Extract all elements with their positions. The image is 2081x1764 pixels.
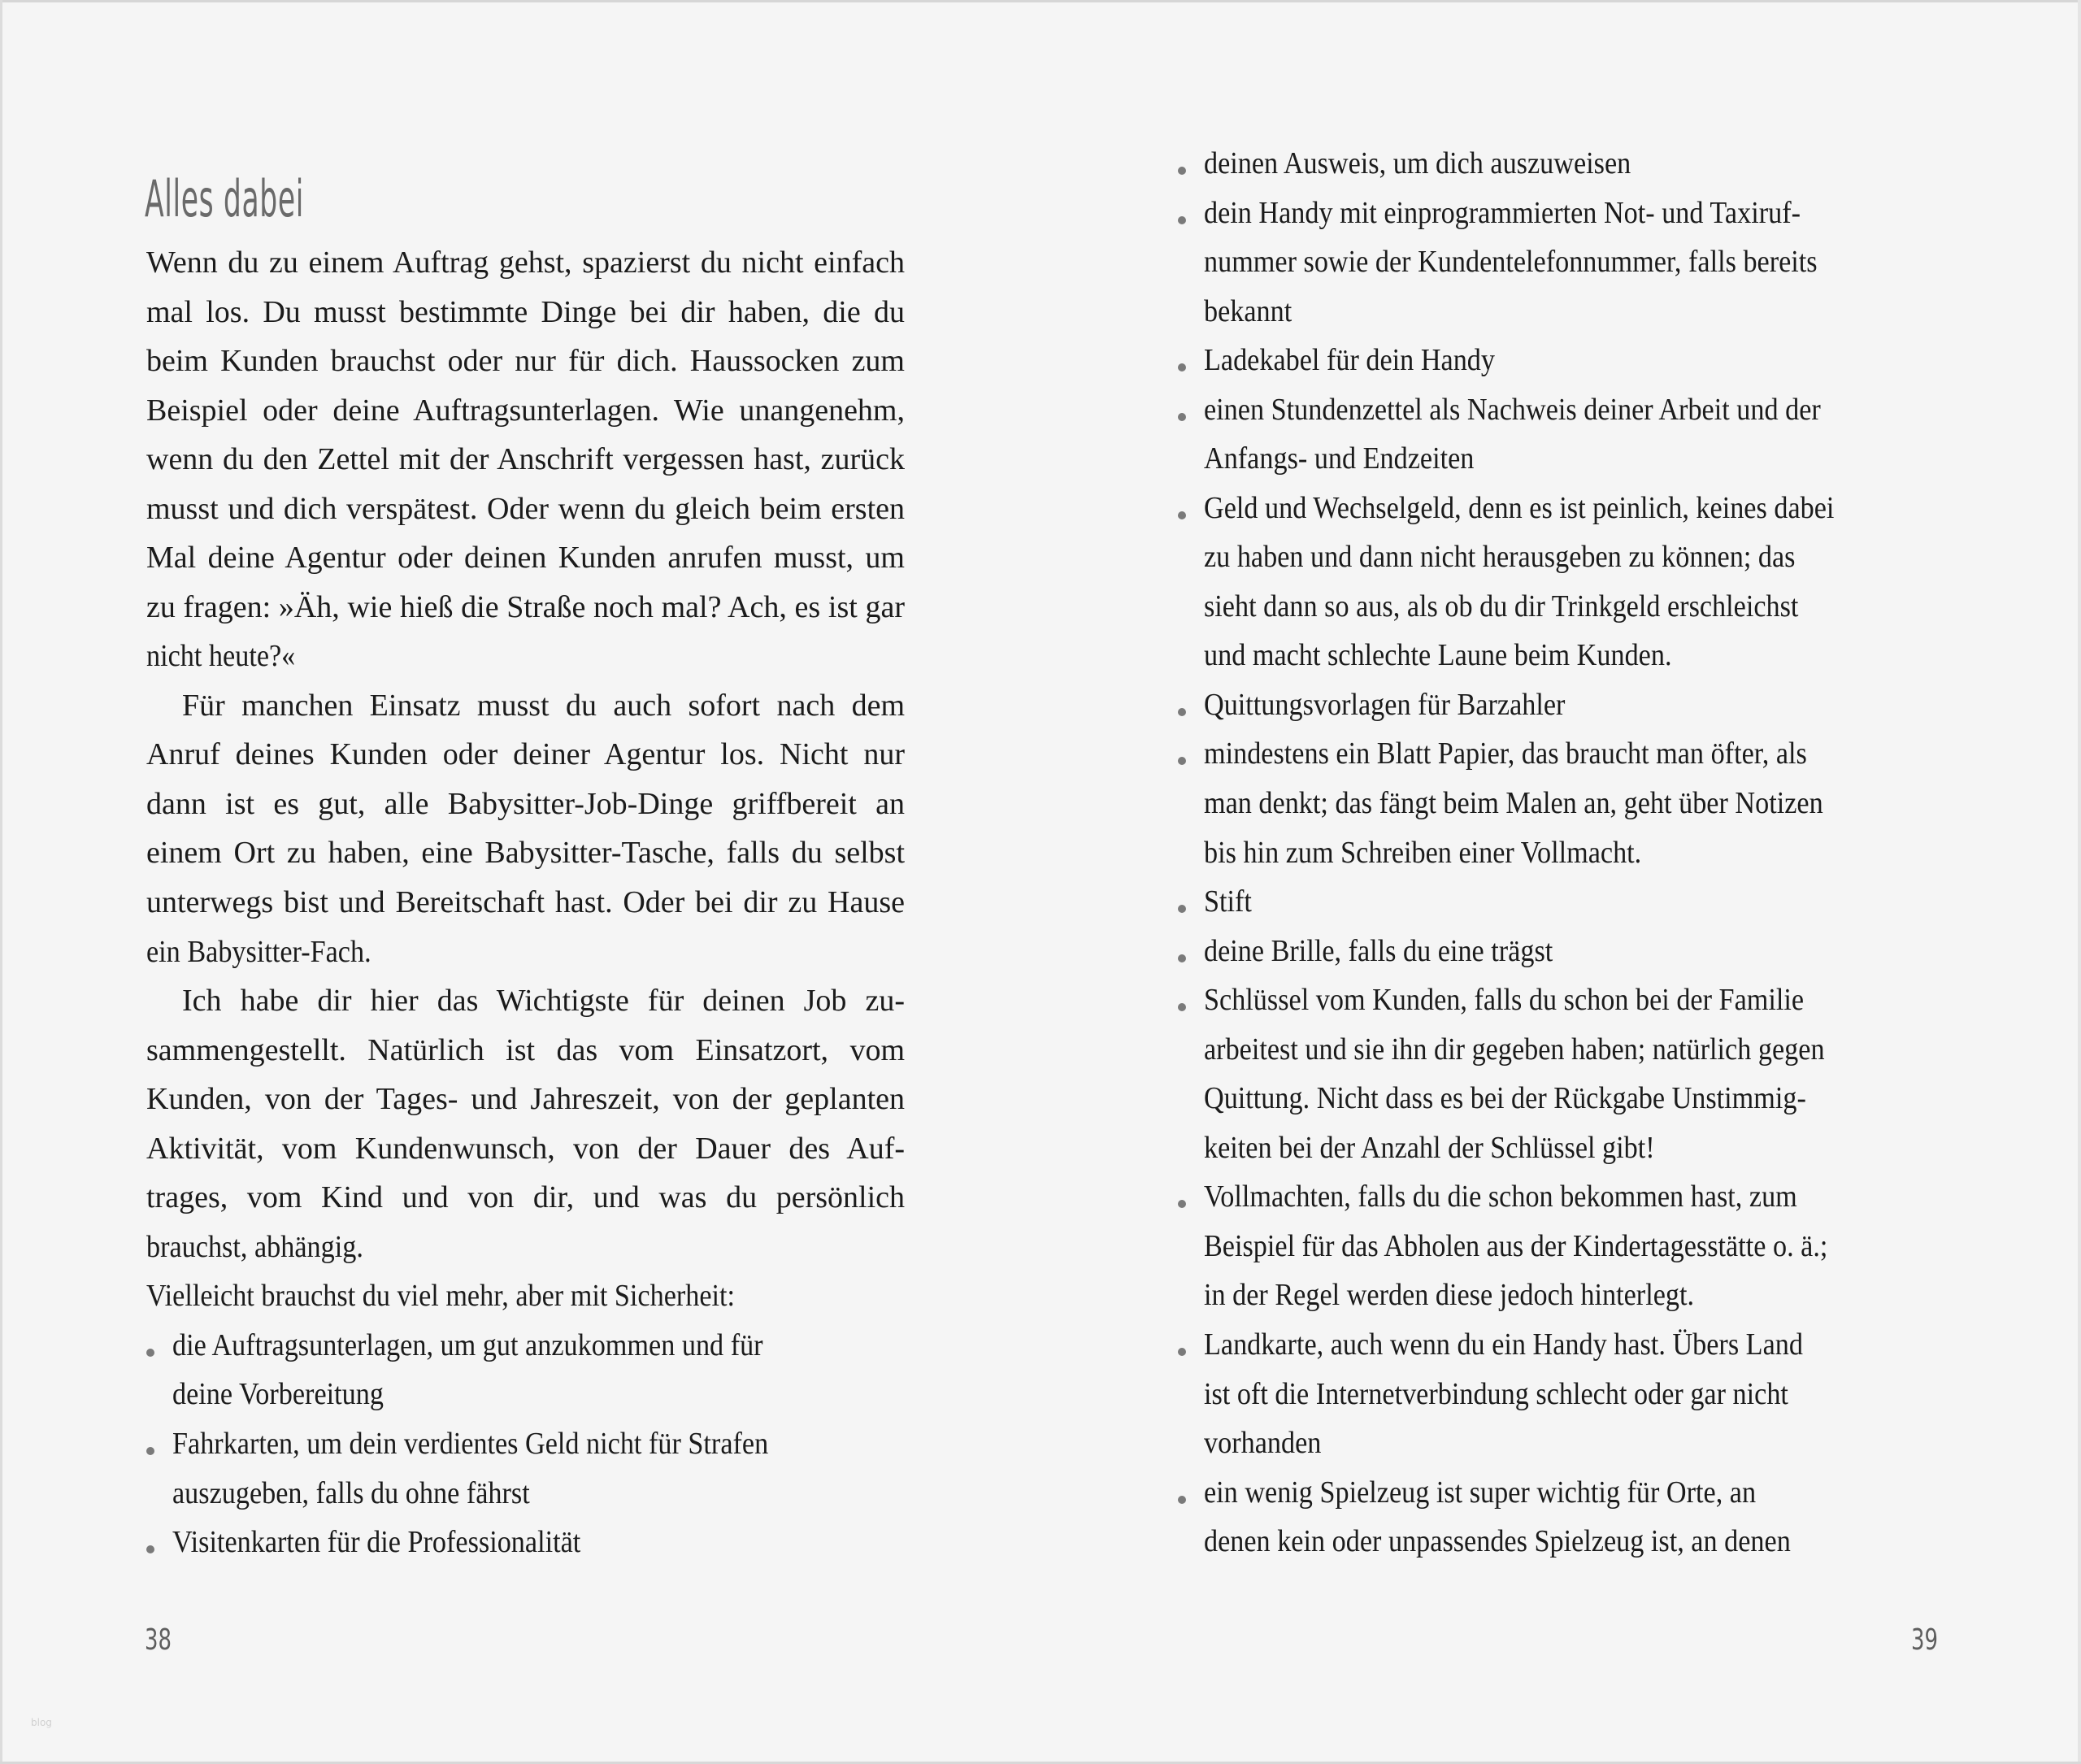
list-item-text: Stift xyxy=(1204,884,1252,919)
bullet-icon xyxy=(1178,511,1186,519)
list-item-text: Visitenkarten für die Professionalität xyxy=(172,1525,581,1560)
list-item-text: Geld und Wechselgeld, denn es ist peinlich, keines dabei xyxy=(1204,490,1835,525)
body-text-line: Kunden, von der Tages- und Jahreszeit, von der geplanten xyxy=(146,1082,905,1117)
body-text-line: mal los. Du musst bestimmte Dinge bei dir haben, die du xyxy=(146,294,905,329)
body-text-line: Vielleicht brauchst du viel mehr, aber mit Sicherheit: xyxy=(146,1279,736,1314)
body-text-line: unterwegs bist und Bereitschaft hast. Oder bei dir zu Hause xyxy=(146,885,905,920)
list-item-text: ist oft die Internetverbindung schlecht oder gar nicht xyxy=(1204,1376,1788,1411)
list-item-text: die Auftragsunterlagen, um gut anzukommen und für xyxy=(172,1327,763,1362)
body-text-line: zu fragen: »Äh, wie hieß die Straße noch mal? Ach, es ist gar xyxy=(146,589,905,624)
body-text-line: musst und dich verspätest. Oder wenn du gleich beim ersten xyxy=(146,491,905,526)
bullet-icon xyxy=(1178,1003,1186,1011)
list-item-text: dein Handy mit einprogrammierten Not- und Taxiruf- xyxy=(1204,195,1801,230)
list-item-text: vorhanden xyxy=(1204,1426,1322,1461)
bullet-icon xyxy=(1178,954,1186,962)
body-text-line: Für manchen Einsatz musst du auch sofort nach dem xyxy=(182,688,905,723)
right-page xyxy=(1040,0,2081,1764)
list-item-text: bis hin zum Schreiben einer Vollmacht. xyxy=(1204,835,1642,870)
list-item-text: einen Stundenzettel als Nachweis deiner Arbeit und der xyxy=(1204,392,1821,427)
bullet-icon xyxy=(1178,167,1186,175)
bullet-icon xyxy=(1178,1348,1186,1356)
list-item-text: nummer sowie der Kundentelefonnummer, falls bereits xyxy=(1204,245,1818,280)
list-item-text: und macht schlechte Laune beim Kunden. xyxy=(1204,638,1672,673)
body-text-line: sammengestellt. Natürlich ist das vom Einsatzort, vom xyxy=(146,1032,905,1067)
bullet-icon xyxy=(1178,757,1186,765)
bullet-icon xyxy=(146,1447,154,1455)
body-text-line: dann ist es gut, alle Babysitter-Job-Dinge griffbereit an xyxy=(146,786,905,821)
bullet-icon xyxy=(1178,216,1186,224)
list-item-text: Beispiel für das Abholen aus der Kindertagesstätte o. ä.; xyxy=(1204,1228,1828,1263)
list-item-text: in der Regel werden diese jedoch hinterlegt. xyxy=(1204,1278,1695,1313)
list-item-text: Quittungsvorlagen für Barzahler xyxy=(1204,687,1566,722)
body-text-line: Mal deine Agentur oder deinen Kunden anrufen musst, um xyxy=(146,541,905,576)
left-page xyxy=(0,0,1040,1764)
bullet-icon xyxy=(1178,363,1186,371)
list-item-text: keiten bei der Anzahl der Schlüssel gibt! xyxy=(1204,1130,1655,1165)
body-text-line: beim Kunden brauchst oder nur für dich. Haussocken zum xyxy=(146,344,905,379)
list-item-text: denen kein oder unpassendes Spielzeug ist, an denen xyxy=(1204,1524,1791,1559)
body-text-line: wenn du den Zettel mit der Anschrift vergessen hast, zurück xyxy=(146,442,905,477)
list-item-text: mindestens ein Blatt Papier, das braucht man öfter, als xyxy=(1204,736,1807,771)
list-item-text: deinen Ausweis, um dich auszuweisen xyxy=(1204,146,1631,180)
bullet-icon xyxy=(1178,708,1186,716)
bullet-icon xyxy=(1178,905,1186,913)
list-item-text: zu haben und dann nicht herausgeben zu können; das xyxy=(1204,540,1796,575)
list-item-text: deine Brille, falls du eine trägst xyxy=(1204,933,1553,968)
bullet-icon xyxy=(146,1349,154,1357)
list-item-text: auszugeben, falls du ohne fährst xyxy=(172,1475,530,1510)
body-text-line: Wenn du zu einem Auftrag gehst, spazierst du nicht einfach xyxy=(146,245,905,280)
list-item-text: sieht dann so aus, als ob du dir Trinkgeld erschleichst xyxy=(1204,589,1799,623)
body-text-line: Aktivität, vom Kundenwunsch, von der Dauer des Auf- xyxy=(146,1131,905,1166)
body-text-line: brauchst, abhängig. xyxy=(146,1229,363,1264)
body-text-line: trages, vom Kind und von dir, und was du persönlich xyxy=(146,1180,905,1215)
list-item-text: arbeitest und sie ihn dir gegeben haben; natürlich gegen xyxy=(1204,1032,1825,1067)
list-item-text: bekannt xyxy=(1204,293,1292,328)
bullet-icon xyxy=(1178,1496,1186,1504)
body-text-line: nicht heute?« xyxy=(146,639,296,674)
list-item-text: Ladekabel für dein Handy xyxy=(1204,343,1496,378)
bullet-icon xyxy=(1178,1200,1186,1208)
bullet-icon xyxy=(146,1545,154,1553)
watermark: blog xyxy=(31,1717,52,1728)
list-item-text: Anfangs- und Endzeiten xyxy=(1204,441,1475,476)
body-text-line: einem Ort zu haben, eine Babysitter-Tasche, falls du selbst xyxy=(146,836,905,871)
list-item-text: Fahrkarten, um dein verdientes Geld nicht für Strafen xyxy=(172,1426,769,1461)
body-text-line: Anruf deines Kunden oder deiner Agentur los. Nicht nur xyxy=(146,737,905,772)
page-number-right: 39 xyxy=(1911,1623,1938,1657)
body-text-line: Ich habe dir hier das Wichtigste für deinen Job zu- xyxy=(182,984,905,1019)
list-item-text: Landkarte, auch wenn du ein Handy hast. Übers Land xyxy=(1204,1327,1803,1362)
list-item-text: Schlüssel vom Kunden, falls du schon bei der Familie xyxy=(1204,983,1805,1018)
page-number-left: 38 xyxy=(145,1623,172,1657)
bullet-icon xyxy=(1178,413,1186,421)
list-item-text: man denkt; das fängt beim Malen an, geht über Notizen xyxy=(1204,786,1823,821)
list-item-text: Vollmachten, falls du die schon bekommen hast, zum xyxy=(1204,1180,1797,1214)
section-title: Alles dabei xyxy=(145,168,304,228)
list-item-text: deine Vorbereitung xyxy=(172,1377,384,1412)
body-text-line: Beispiel oder deine Auftragsunterlagen. Wie unangenehm, xyxy=(146,393,905,428)
list-item-text: ein wenig Spielzeug ist super wichtig für Orte, an xyxy=(1204,1475,1757,1510)
body-text-line: ein Babysitter-Fach. xyxy=(146,934,371,969)
list-item-text: Quittung. Nicht dass es bei der Rückgabe Unstimmig- xyxy=(1204,1081,1806,1116)
